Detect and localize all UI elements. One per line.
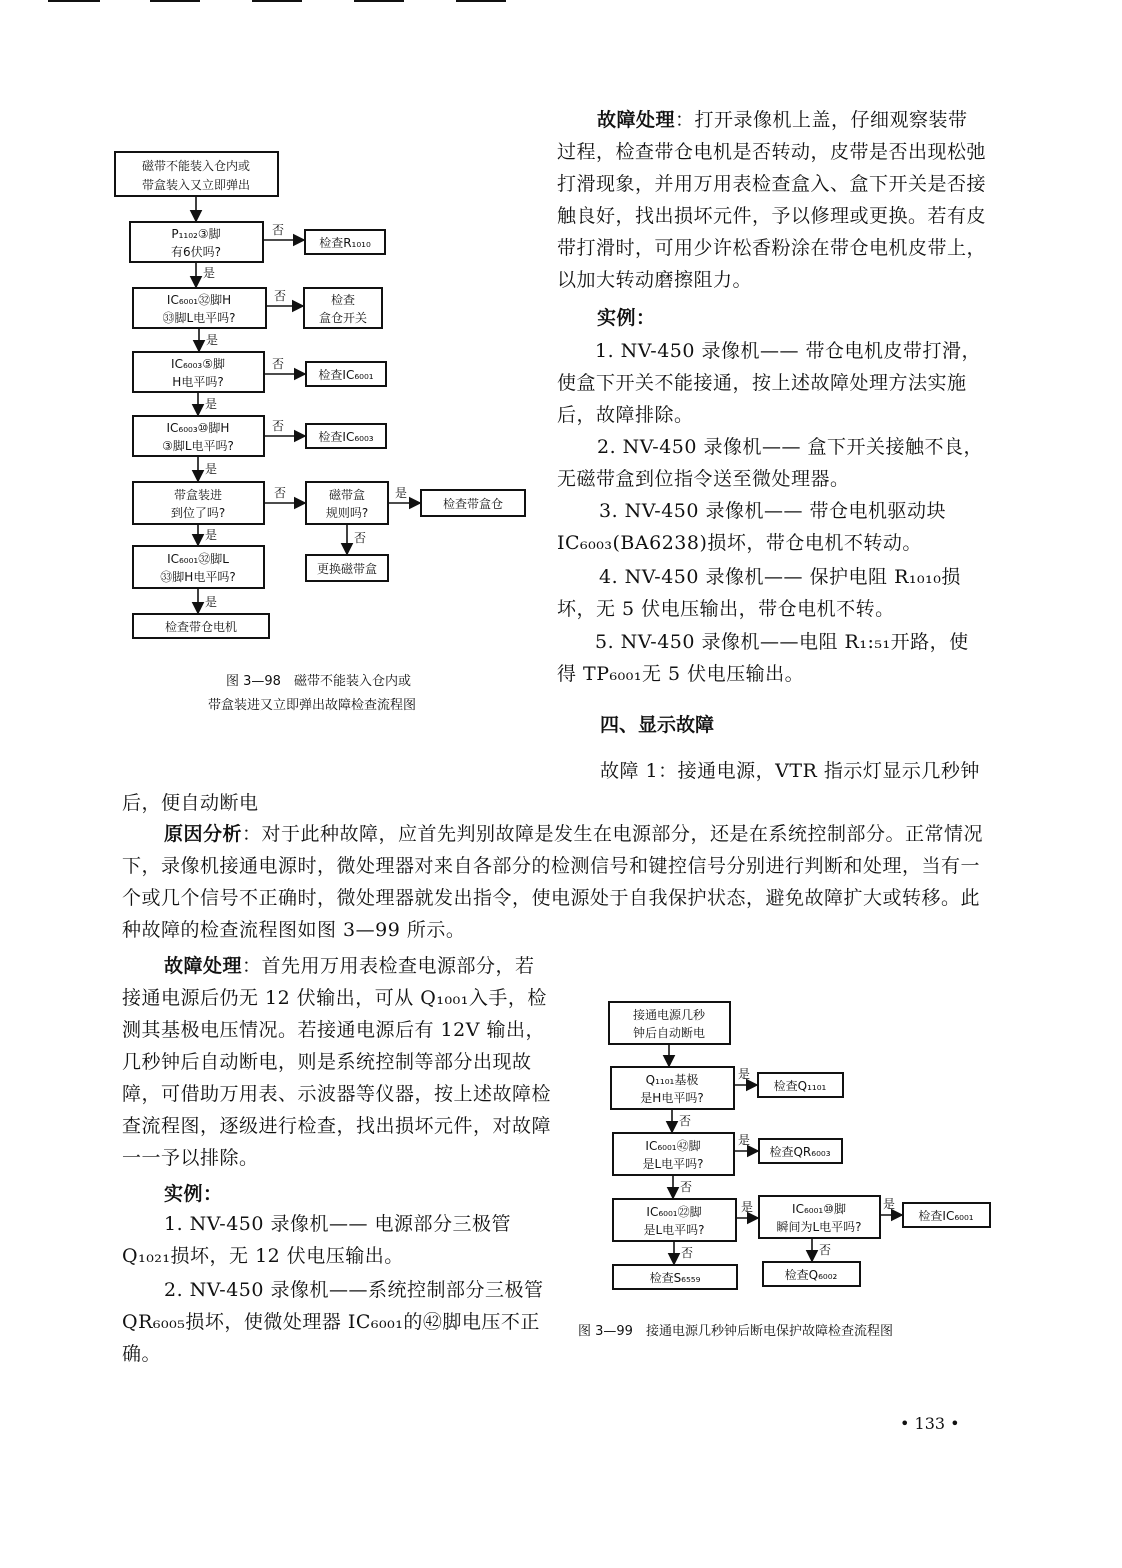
fig99-no-label: 否 xyxy=(681,1246,694,1260)
svg-text:磁带盒: 磁带盒 xyxy=(328,488,366,502)
figure-3-99-caption: 图 3—99 接通电源几秒钟后断电保护故障检查流程图 xyxy=(578,1324,893,1339)
svg-text:带盒装进: 带盒装进 xyxy=(173,488,223,502)
svg-text:钟后自动断电: 钟后自动断电 xyxy=(632,1026,706,1040)
fig98-a7-box xyxy=(421,490,525,516)
svg-text:更换磁带盒: 更换磁带盒 xyxy=(316,562,378,576)
fig98-no-label: 否 xyxy=(274,486,287,500)
svg-text:是L电平吗?: 是L电平吗? xyxy=(643,1223,705,1237)
svg-text:检查带盒仓: 检查带盒仓 xyxy=(442,497,504,511)
fig98-a4-box xyxy=(306,424,386,448)
svg-text:IC₆₀₀₁㊷脚: IC₆₀₀₁㊷脚 xyxy=(645,1139,701,1153)
figure-3-98-caption: 图 3—98 磁带不能装入仓内或 带盒装进又立即弹出故障检查流程图 xyxy=(208,674,417,713)
page-number: • 133 • xyxy=(900,1414,960,1433)
svg-text:㉝脚L电平吗?: ㉝脚L电平吗? xyxy=(162,311,236,325)
fig98-q4-box xyxy=(133,416,264,456)
svg-text:是L电平吗?: 是L电平吗? xyxy=(642,1157,704,1171)
fig98-yes-label: 是 xyxy=(205,462,218,476)
examples-label-2: 实例： xyxy=(164,1183,223,1205)
fig99-q1-box xyxy=(611,1067,734,1109)
svg-text:检查Q₆₀₀₂: 检查Q₆₀₀₂ xyxy=(784,1268,838,1282)
examples-label: 实例： xyxy=(597,307,656,329)
fig98-q2-box xyxy=(133,288,266,328)
fault-handling-label: 故障处理 xyxy=(597,109,676,131)
fig99-yes-label: 是 xyxy=(738,1133,751,1147)
svg-text:规则吗?: 规则吗? xyxy=(325,506,369,520)
fig99-start-box xyxy=(609,1002,730,1044)
section-heading: 四、显示故障 xyxy=(600,714,715,736)
svg-text:H电平吗?: H电平吗? xyxy=(172,375,224,389)
svg-text:有6伏吗?: 有6伏吗? xyxy=(170,245,222,259)
fault-handling-label-2: 故障处理 xyxy=(164,955,243,977)
svg-text:检查R₁₀₁₀: 检查R₁₀₁₀ xyxy=(319,236,371,250)
svg-text:检查Q₁₁₀₁: 检查Q₁₁₀₁ xyxy=(773,1079,827,1093)
fig98-yes-label: 是 xyxy=(205,397,218,411)
example-4: 4. NV-450 录像机—— 保护电阻 R₁₀₁₀损坏，无 5 伏电压输出，带仓电机不转。 xyxy=(557,566,961,620)
fig98-q7-box xyxy=(306,482,388,524)
fig99-q3-box xyxy=(613,1199,736,1241)
example-2-1: 1. NV-450 录像机—— 电源部分三极管Q₁₀₂₁损坏，无 12 伏电压输出。 xyxy=(122,1213,512,1267)
svg-text:㉝脚H电平吗?: ㉝脚H电平吗? xyxy=(160,570,236,584)
fig98-a1-box xyxy=(305,230,385,254)
example-2: 2. NV-450 录像机—— 盒下开关接触不良，无磁带盒到位指令送至微处理器。 xyxy=(557,436,984,490)
fig98-no-label: 否 xyxy=(354,531,367,545)
svg-text:IC₆₀₀₁㉒脚: IC₆₀₀₁㉒脚 xyxy=(646,1205,702,1219)
svg-text:IC₆₀₀₃⑩脚H: IC₆₀₀₃⑩脚H xyxy=(166,421,230,435)
svg-text:检查IC₆₀₀₁: 检查IC₆₀₀₁ xyxy=(318,368,374,382)
svg-text:IC₆₀₀₁㉜脚H: IC₆₀₀₁㉜脚H xyxy=(166,293,232,307)
fig98-no-label: 否 xyxy=(272,357,285,371)
fig99-a5-box xyxy=(763,1262,860,1286)
svg-text:③脚L电平吗?: ③脚L电平吗? xyxy=(162,439,234,453)
fig98-yes-label: 是 xyxy=(203,266,216,280)
svg-text:瞬间为L电平吗?: 瞬间为L电平吗? xyxy=(776,1220,862,1234)
fig98-yes-label: 是 xyxy=(205,595,218,609)
fig99-yes-label: 是 xyxy=(883,1197,896,1211)
cause-analysis-label: 原因分析 xyxy=(164,823,243,845)
example-1: 1. NV-450 录像机—— 带仓电机皮带打滑，使盒下开关不能接通，按上述故障处理方法实施后，故障排除。 xyxy=(557,340,982,426)
fig99-yes-label: 是 xyxy=(738,1067,751,1081)
fig98-yes-label: 是 xyxy=(395,486,408,500)
svg-text:IC₆₀₀₁⑩脚: IC₆₀₀₁⑩脚 xyxy=(792,1202,846,1216)
svg-text:磁带不能装入仓内或: 磁带不能装入仓内或 xyxy=(141,159,251,173)
svg-text:检查带仓电机: 检查带仓电机 xyxy=(164,620,238,634)
fig99-a1-box xyxy=(758,1073,843,1097)
svg-text:盒仓开关: 盒仓开关 xyxy=(318,311,368,325)
fig98-q1-box xyxy=(130,222,263,262)
example-5: 5. NV-450 录像机——电阻 R₁:₅₁开路，使得 TP₆₀₀₁无 5 伏电压输出。 xyxy=(557,631,969,685)
svg-text:IC₆₀₀₁㉜脚L: IC₆₀₀₁㉜脚L xyxy=(167,552,229,566)
fig98-q5-box xyxy=(133,482,264,524)
fig99-yes-label: 是 xyxy=(741,1200,754,1214)
fig99-a2-box xyxy=(759,1139,842,1163)
fig98-no-label: 否 xyxy=(274,289,287,303)
fig98-a2-box xyxy=(304,288,382,328)
fault-1-description: 故障 1：接通电源，VTR 指示灯显示几秒钟后，便自动断电 xyxy=(122,760,980,814)
fig99-no-label: 否 xyxy=(679,1114,692,1128)
fig98-q6-box xyxy=(133,546,264,588)
svg-text:接通电源几秒: 接通电源几秒 xyxy=(632,1008,706,1022)
fault-handling-paragraph-2: 故障处理：首先用万用表检查电源部分，若接通电源后仍无 12 伏输出，可从 Q₁₀₀₁入手，检测其基极电压情况。若接通电源后有 12V 输出，几秒钟后自动断电，则是系统控制等部分出现故障，可借助万用表、示波器等仪器，按上述故障检查流程图，逐级进行检查，找出损坏元件，对故障一一予以排除。 xyxy=(122,955,552,1169)
fig99-a4-box xyxy=(903,1203,990,1227)
svg-text:是H电平吗?: 是H电平吗? xyxy=(640,1091,704,1105)
fig98-a3-box xyxy=(306,362,386,386)
example-2-2: 2. NV-450 录像机——系统控制部分三极管 QR₆₀₀₅损坏，使微处理器 IC₆₀₀₁的㊷脚电压不正确。 xyxy=(122,1279,544,1365)
svg-text:检查S₆₅₅₉: 检查S₆₅₅₉ xyxy=(649,1271,701,1285)
fault-handling-paragraph: 故障处理：打开录像机上盖，仔细观察装带过程，检查带仓电机是否转动，皮带是否出现松弛打滑现象，并用万用表检查盒入、盒下开关是否接触良好，找出损坏元件，予以修理或更换。若有皮带打滑时，可用少许松香粉涂在带仓电机皮带上，以加大转动磨擦阻力。 xyxy=(557,109,987,291)
svg-text:检查QR₆₀₀₃: 检查QR₆₀₀₃ xyxy=(769,1145,831,1159)
svg-text:IC₆₀₀₃⑤脚: IC₆₀₀₃⑤脚 xyxy=(171,357,225,371)
fig99-no-label: 否 xyxy=(819,1243,832,1257)
svg-text:到位了吗?: 到位了吗? xyxy=(170,506,226,520)
fig98-a8-box xyxy=(306,555,388,581)
svg-text:检查: 检查 xyxy=(330,293,356,307)
svg-text:带盒装入又立即弹出: 带盒装入又立即弹出 xyxy=(141,178,251,192)
fig99-a3-box xyxy=(613,1265,737,1289)
fig98-yes-label: 是 xyxy=(205,528,218,542)
fig98-no-label: 否 xyxy=(272,419,285,433)
example-3: 3. NV-450 录像机—— 带仓电机驱动块IC₆₀₀₃(BA6238)损坏，带仓电机不转动。 xyxy=(557,500,947,554)
fig99-q2-box xyxy=(613,1133,734,1175)
fig98-end-box xyxy=(133,614,269,638)
svg-text:Q₁₁₀₁基极: Q₁₁₀₁基极 xyxy=(645,1073,699,1087)
fig98-q3-box xyxy=(133,352,264,392)
cause-analysis-paragraph: 原因分析：对于此种故障，应首先判别故障是发生在电源部分，还是在系统控制部分。正常情况下，录像机接通电源时，微处理器对来自各部分的检测信号和键控信号分别进行判断和处理，当有一个或几个信号不正确时，微处理器就发出指令，使电源处于自我保护状态，避免故障扩大或转移。此种故障的检查流程图如图 3—99 所示。 xyxy=(122,823,984,941)
fig98-yes-label: 是 xyxy=(206,333,219,347)
svg-text:P₁₁₀₂③脚: P₁₁₀₂③脚 xyxy=(171,227,221,241)
svg-text:检查IC₆₀₀₃: 检查IC₆₀₀₃ xyxy=(318,430,374,444)
fig98-start-box xyxy=(115,152,278,196)
fig99-no-label: 否 xyxy=(680,1180,693,1194)
fig98-no-label: 否 xyxy=(272,223,285,237)
fig99-q4-box xyxy=(759,1196,880,1238)
svg-text:检查IC₆₀₀₁: 检查IC₆₀₀₁ xyxy=(918,1209,974,1223)
